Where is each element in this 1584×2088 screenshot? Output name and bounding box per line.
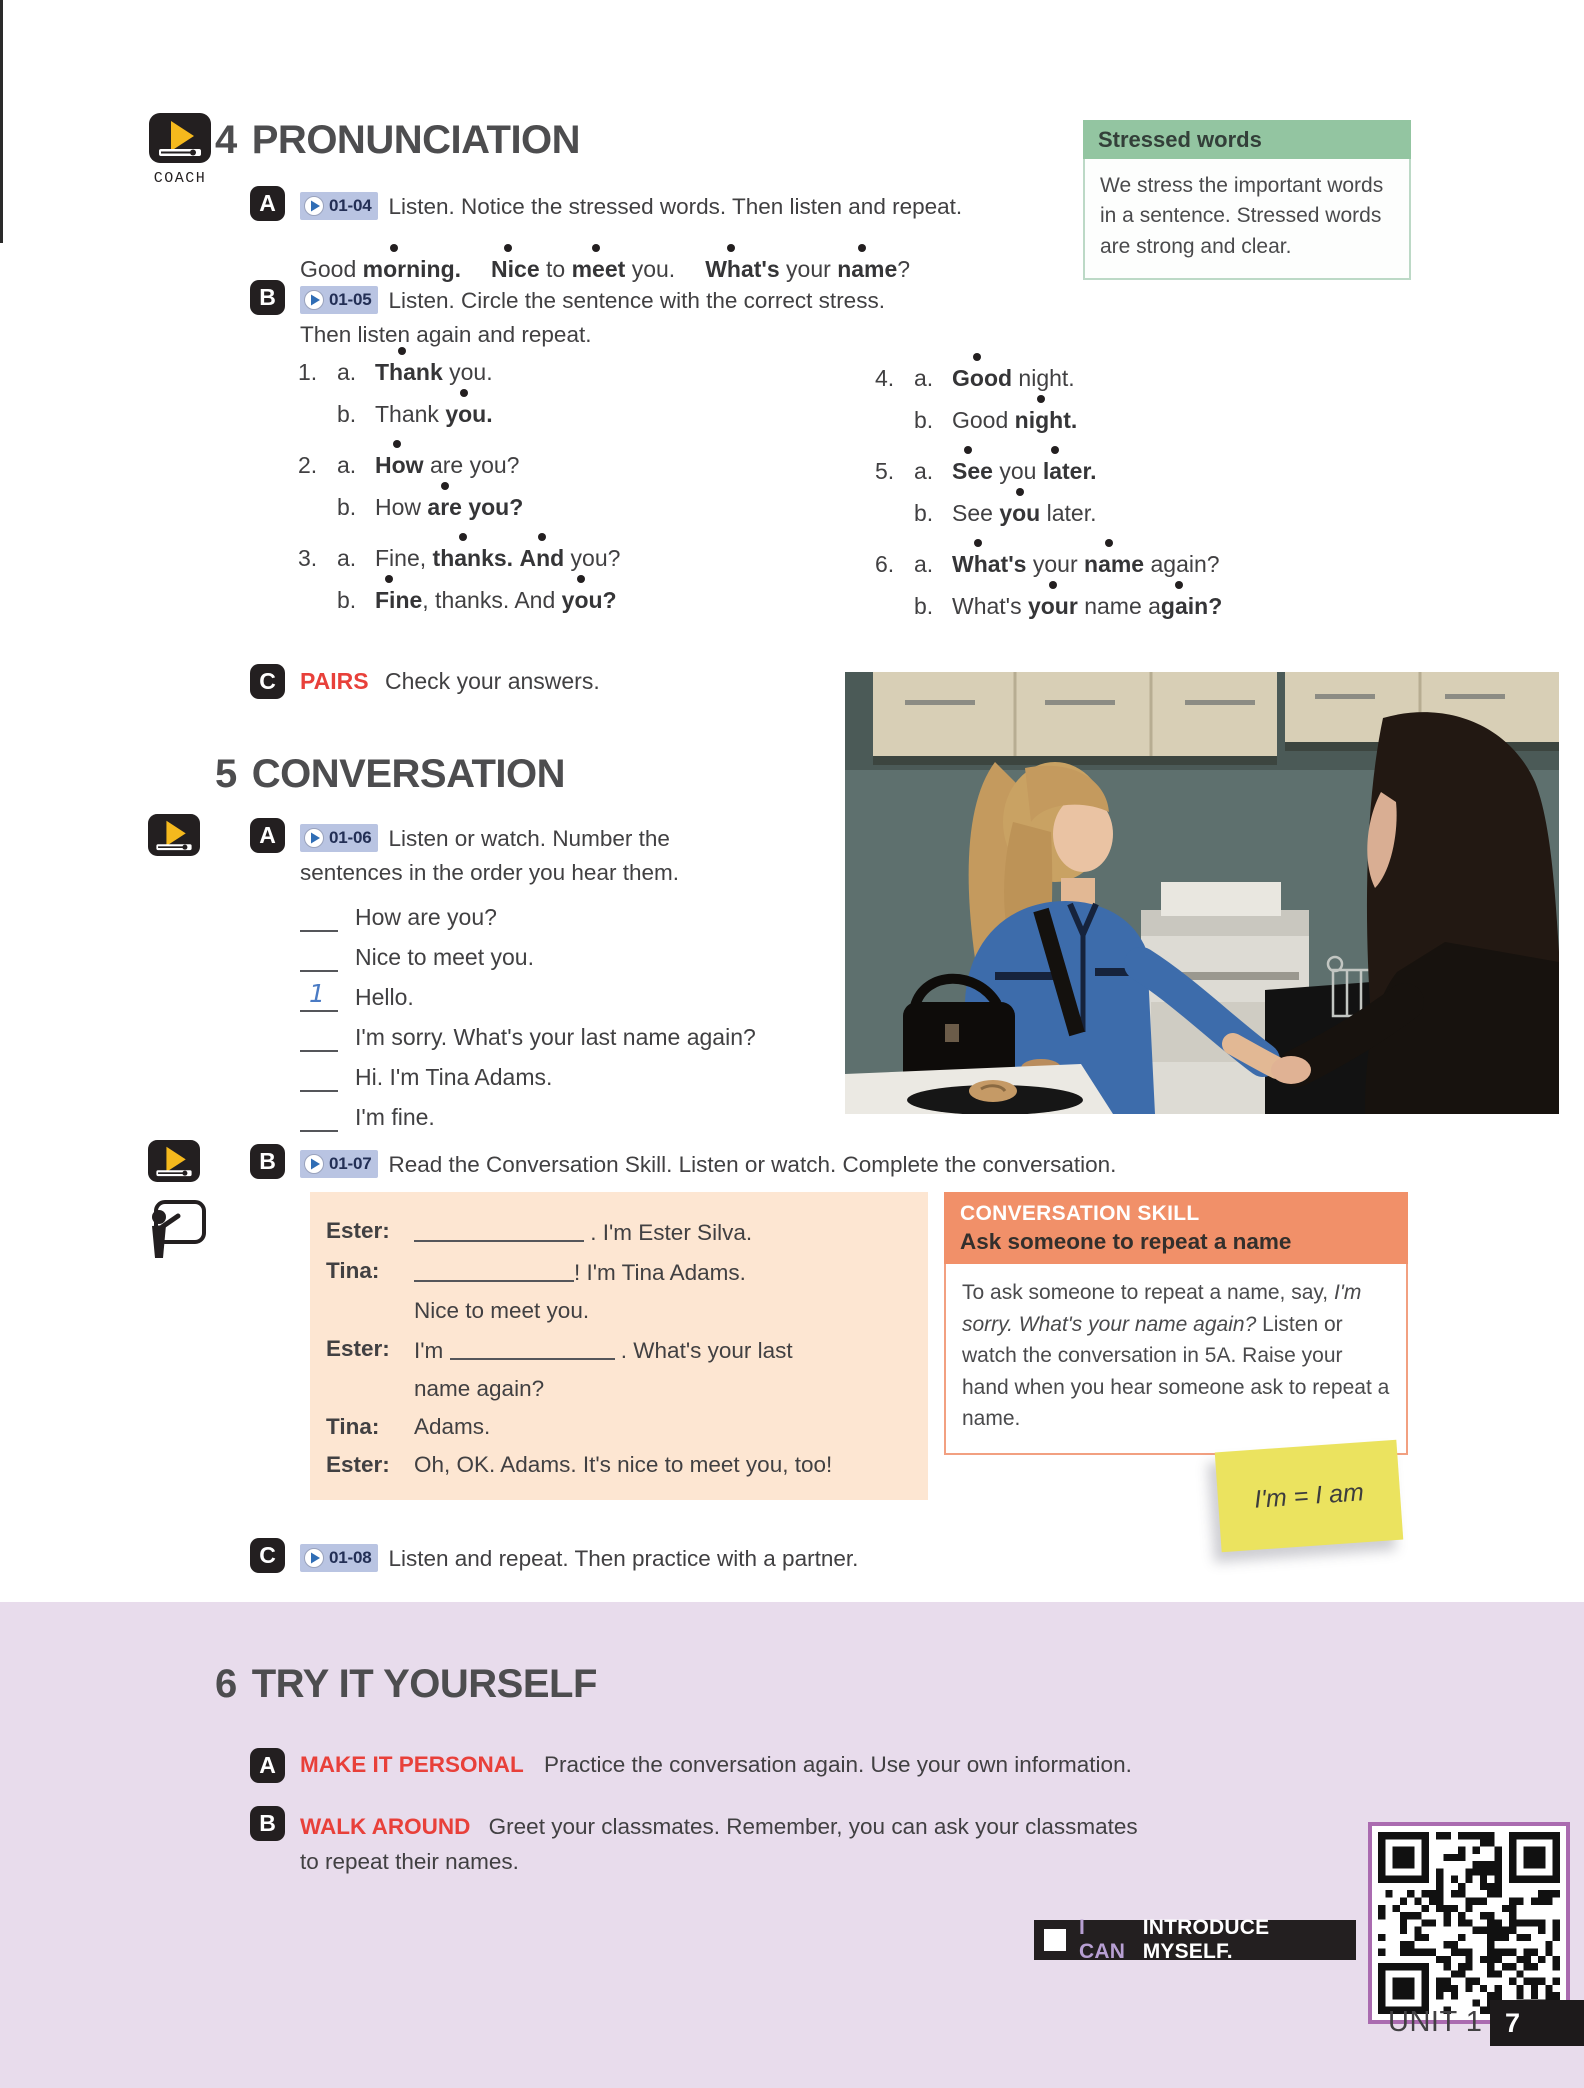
teacher-board-icon bbox=[142, 1200, 206, 1262]
stress-sentence bbox=[375, 452, 519, 479]
photo-handshake bbox=[845, 672, 1559, 1114]
option-label: a. bbox=[337, 545, 357, 571]
stress-token: you. bbox=[625, 255, 676, 282]
stress-token: See bbox=[952, 500, 1000, 526]
conversation-skill-header bbox=[944, 1192, 1408, 1264]
stress-option-b[interactable] bbox=[337, 481, 523, 521]
stress-dot bbox=[1016, 488, 1024, 496]
stress-token: you bbox=[999, 500, 1040, 527]
stress-token: your bbox=[1028, 593, 1078, 620]
stress-token: name a bbox=[1077, 593, 1161, 619]
item-number: 3. bbox=[298, 545, 318, 571]
audio-chip-01-05[interactable] bbox=[300, 286, 378, 314]
dialogue-text bbox=[414, 1336, 793, 1364]
order-sentence: I'm sorry. What's your last name again? bbox=[355, 1023, 756, 1050]
instruction-text: Read the Conversation Skill. Listen or watch. Complete the conversation. bbox=[388, 1152, 1117, 1177]
stress-token: name bbox=[1084, 551, 1144, 578]
exercise-letter-badge: B bbox=[250, 1144, 285, 1179]
exercise-letter-badge: B bbox=[250, 1806, 285, 1841]
section-title: PRONUNCIATION bbox=[251, 118, 581, 162]
dialogue-line bbox=[326, 1414, 908, 1440]
stress-dot bbox=[592, 244, 600, 252]
stress-dot bbox=[1105, 539, 1113, 547]
stress-token: What's bbox=[705, 256, 779, 283]
dialogue-speaker: Tina: bbox=[326, 1414, 380, 1439]
dialogue-text bbox=[414, 1452, 832, 1478]
section-title: TRY IT YOURSELF bbox=[251, 1662, 597, 1706]
stress-token: you. bbox=[442, 359, 493, 385]
stress-sentence bbox=[952, 551, 1220, 578]
exercise-6b-line1 bbox=[300, 1810, 1138, 1845]
stress-token: are bbox=[427, 494, 462, 521]
section-title: CONVERSATION bbox=[251, 752, 566, 796]
item-number: 1. bbox=[298, 359, 318, 385]
audio-chip-01-08[interactable] bbox=[300, 1544, 378, 1572]
number-blank[interactable] bbox=[300, 902, 338, 932]
qr-code[interactable] bbox=[1368, 1822, 1570, 2024]
stress-token: night. bbox=[1012, 365, 1075, 391]
stress-token: Thank bbox=[375, 401, 446, 427]
stress-option-a[interactable] bbox=[914, 352, 1077, 392]
stress-sentence bbox=[952, 365, 1075, 392]
handwritten-answer: 1 bbox=[309, 978, 325, 1008]
stressed-sentence bbox=[300, 256, 461, 282]
pairs-tag: PAIRS bbox=[300, 668, 369, 694]
exercise-letter-badge: A bbox=[250, 186, 285, 221]
video-icon[interactable] bbox=[148, 814, 200, 861]
audio-chip-01-07[interactable] bbox=[300, 1150, 378, 1178]
number-blank[interactable] bbox=[300, 1102, 338, 1132]
section-number: 5 bbox=[215, 752, 237, 796]
section-number: 4 bbox=[215, 118, 237, 162]
walk-around-tag: WALK AROUND bbox=[300, 1814, 471, 1839]
stress-sentence bbox=[375, 545, 620, 572]
stress-option-b[interactable] bbox=[914, 394, 1077, 434]
conversation-skill-title: CONVERSATION SKILL bbox=[960, 1202, 1200, 1225]
page-edge-line bbox=[0, 0, 3, 243]
stress-option-a[interactable] bbox=[914, 538, 1222, 578]
page-number: 7 bbox=[1505, 2007, 1521, 2038]
sticky-note bbox=[1215, 1440, 1404, 1552]
stress-dot bbox=[385, 575, 393, 583]
dialogue-box bbox=[310, 1192, 928, 1500]
i-can-checkbox[interactable] bbox=[1044, 1929, 1066, 1951]
stress-token: Thank bbox=[375, 359, 443, 386]
exercise-5c-instruction bbox=[300, 1542, 858, 1576]
conversation-skill-subtitle: Ask someone to repeat a name bbox=[960, 1229, 1292, 1254]
stress-token: later. bbox=[1043, 458, 1097, 485]
item-number: 2. bbox=[298, 452, 318, 478]
dialogue-fragment: ! I'm Tina Adams. bbox=[574, 1260, 746, 1285]
stress-token: Good bbox=[300, 255, 363, 282]
stress-token: How bbox=[375, 452, 424, 479]
item-number: 5. bbox=[875, 458, 895, 484]
dialogue-text bbox=[414, 1298, 589, 1324]
stress-dot bbox=[441, 482, 449, 490]
dialogue-fragment: I'm bbox=[414, 1338, 450, 1363]
stress-token: you? bbox=[564, 545, 621, 571]
exercise-letter-badge: C bbox=[250, 1538, 285, 1573]
audio-chip-01-04[interactable] bbox=[300, 192, 378, 220]
item-number: 4. bbox=[875, 365, 895, 391]
stress-dot bbox=[858, 244, 866, 252]
stress-token: again? bbox=[1144, 551, 1220, 577]
stress-sentence bbox=[952, 593, 1222, 620]
order-sentence: Hello. bbox=[355, 983, 414, 1010]
audio-track-number: 01-05 bbox=[329, 290, 372, 310]
exercise-4a bbox=[250, 186, 962, 283]
stress-items-right-column bbox=[875, 352, 1222, 631]
stress-dot bbox=[460, 389, 468, 397]
dialogue-speaker bbox=[326, 1376, 414, 1402]
page-number-box bbox=[1490, 2000, 1584, 2046]
dialogue-text bbox=[414, 1258, 746, 1286]
dialogue-line bbox=[326, 1258, 908, 1286]
coach-icon[interactable] bbox=[147, 113, 213, 187]
exercise-6b bbox=[250, 1806, 1138, 1880]
dialogue-line bbox=[326, 1298, 908, 1324]
stress-dot bbox=[964, 446, 972, 454]
stress-token: your bbox=[779, 255, 838, 282]
exercise-4c-text: Check your answers. bbox=[384, 668, 600, 694]
instruction-text-line2: Then listen again and repeat. bbox=[300, 321, 592, 347]
audio-track-number: 01-06 bbox=[329, 828, 372, 848]
stress-token: later. bbox=[1040, 500, 1097, 526]
exercise-5b bbox=[250, 1144, 1116, 1182]
stress-token: How bbox=[375, 494, 428, 520]
section-heading-conversation bbox=[215, 752, 565, 797]
exercise-4a-instruction bbox=[300, 190, 962, 224]
play-icon bbox=[303, 1153, 325, 1175]
coach-label: COACH bbox=[153, 170, 207, 187]
dialogue-text bbox=[414, 1218, 752, 1246]
stress-dot bbox=[1037, 395, 1045, 403]
dialogue-fragment: . What's your last bbox=[614, 1338, 793, 1363]
dialogue-speaker: Ester: bbox=[326, 1218, 390, 1243]
play-icon bbox=[303, 195, 325, 217]
stress-pair-item bbox=[875, 445, 1222, 529]
dialogue-speaker: Ester: bbox=[326, 1336, 390, 1361]
stress-token: you. bbox=[445, 401, 492, 428]
play-icon bbox=[303, 1547, 325, 1569]
i-can-bar bbox=[1034, 1916, 1356, 1963]
sticky-note-text: I'm = I am bbox=[1253, 1477, 1365, 1514]
stress-dot bbox=[459, 533, 467, 541]
video-play-icon bbox=[148, 814, 200, 856]
stress-token: meet bbox=[572, 256, 626, 283]
number-blank[interactable] bbox=[300, 1062, 338, 1092]
skill-text: To ask someone to repeat a name, say, bbox=[962, 1281, 1334, 1304]
order-list-item bbox=[300, 1102, 756, 1132]
exercise-letter-badge: B bbox=[250, 280, 285, 315]
sentence-order-list bbox=[300, 902, 756, 1132]
option-label: a. bbox=[337, 452, 357, 478]
audio-track-number: 01-04 bbox=[329, 196, 372, 216]
stress-sentence bbox=[375, 401, 493, 428]
audio-track-number: 01-07 bbox=[329, 1154, 372, 1174]
option-label: b. bbox=[914, 500, 934, 526]
exercise-4b bbox=[250, 280, 885, 352]
stress-token: night. bbox=[1015, 407, 1078, 434]
instruction-text: Listen. Notice the stressed words. Then listen and repeat. bbox=[388, 194, 963, 219]
dialogue-fragment: . I'm Ester Silva. bbox=[584, 1220, 753, 1245]
stress-pair-item bbox=[875, 352, 1222, 436]
stress-dot bbox=[504, 244, 512, 252]
stress-token: Good bbox=[952, 365, 1012, 392]
stress-pair-item bbox=[298, 439, 620, 523]
fill-in-blank[interactable] bbox=[450, 1336, 615, 1360]
option-label: b. bbox=[337, 587, 357, 613]
audio-chip-01-06[interactable] bbox=[300, 824, 378, 852]
exercise-4b-instruction bbox=[300, 284, 885, 352]
order-sentence: Hi. I'm Tina Adams. bbox=[355, 1063, 553, 1090]
order-sentence: How are you? bbox=[355, 903, 497, 930]
stress-option-a[interactable] bbox=[914, 445, 1097, 485]
stress-dot bbox=[1049, 581, 1057, 589]
order-list-item bbox=[300, 978, 756, 1012]
stress-token: are you? bbox=[423, 452, 520, 478]
order-sentence: I'm fine. bbox=[355, 1103, 435, 1130]
stress-token: your bbox=[1026, 551, 1085, 577]
i-can-label: I CAN bbox=[1079, 1916, 1126, 1963]
photo-illustration bbox=[845, 672, 1559, 1114]
conversation-skill-body bbox=[944, 1264, 1408, 1455]
i-can-statement: INTRODUCE MYSELF. bbox=[1142, 1916, 1270, 1963]
dialogue-speaker: Ester: bbox=[326, 1452, 390, 1477]
stress-sentence bbox=[952, 500, 1096, 527]
stress-option-b[interactable] bbox=[914, 487, 1097, 527]
option-label: b. bbox=[914, 593, 934, 619]
dialogue-fragment: Adams. bbox=[414, 1414, 491, 1439]
order-list-item bbox=[300, 1022, 756, 1052]
stress-sentence bbox=[375, 587, 617, 614]
option-label: a. bbox=[914, 365, 934, 391]
stress-dot bbox=[398, 347, 406, 355]
stress-option-b[interactable] bbox=[337, 388, 493, 428]
exercise-6b-line2: to repeat their names. bbox=[300, 1848, 519, 1874]
dialogue-text bbox=[414, 1414, 490, 1440]
fill-in-blank[interactable] bbox=[414, 1258, 574, 1282]
exercise-4c bbox=[250, 664, 600, 699]
order-list-item bbox=[300, 1062, 756, 1092]
option-label: a. bbox=[914, 458, 934, 484]
option-label: a. bbox=[337, 359, 357, 385]
audio-track-number: 01-08 bbox=[329, 1548, 372, 1568]
stressed-words-box bbox=[1083, 120, 1411, 280]
stress-dot bbox=[974, 539, 982, 547]
instruction-text: Listen or watch. Number the bbox=[388, 826, 670, 851]
order-sentence: Nice to meet you. bbox=[355, 943, 534, 970]
number-blank[interactable] bbox=[300, 942, 338, 972]
option-label: a. bbox=[914, 551, 934, 577]
number-blank[interactable] bbox=[300, 978, 338, 1012]
stress-option-a[interactable] bbox=[337, 532, 620, 572]
stress-sentence bbox=[375, 359, 493, 386]
exercise-6a-text: Practice the conversation again. Use your own information. bbox=[544, 1752, 1132, 1777]
dialogue-speaker bbox=[326, 1298, 414, 1324]
stressed-sentences bbox=[300, 244, 962, 283]
stressed-sentence bbox=[491, 256, 675, 282]
fill-in-blank[interactable] bbox=[414, 1218, 584, 1242]
stressed-words-box-body: We stress the important words in a sentence. Stressed words are strong and clear. bbox=[1083, 159, 1411, 280]
stress-dot bbox=[973, 353, 981, 361]
video-coach-icon bbox=[149, 113, 211, 163]
item-number: 6. bbox=[875, 551, 895, 577]
dialogue-fragment: name again? bbox=[414, 1376, 545, 1401]
exercise-5a-instruction bbox=[300, 822, 756, 890]
stress-token: And bbox=[519, 545, 564, 572]
stress-items-left-column bbox=[298, 346, 620, 625]
stress-token: thanks. bbox=[433, 545, 514, 572]
play-icon bbox=[303, 289, 325, 311]
dialogue-line bbox=[326, 1376, 908, 1402]
stressed-sentence bbox=[705, 256, 910, 282]
stress-sentence bbox=[952, 407, 1077, 434]
section-heading-try-it-yourself bbox=[215, 1662, 597, 1707]
stress-token: name bbox=[837, 256, 897, 283]
stressed-words-box-title: Stressed words bbox=[1083, 120, 1411, 159]
stress-token: gain? bbox=[1161, 593, 1222, 620]
instruction-text: Listen. Circle the sentence with the correct stress. bbox=[388, 288, 885, 313]
order-list-item bbox=[300, 902, 756, 932]
stress-dot bbox=[727, 244, 735, 252]
stress-token: ? bbox=[897, 255, 911, 282]
stress-option-b[interactable] bbox=[337, 574, 620, 614]
dialogue-text bbox=[414, 1376, 544, 1402]
stress-token: , thanks. And bbox=[422, 587, 562, 613]
stress-sentence bbox=[952, 458, 1097, 485]
stress-token: morning. bbox=[363, 256, 461, 283]
option-label: b. bbox=[337, 401, 357, 427]
option-label: b. bbox=[914, 407, 934, 433]
stress-dot bbox=[1051, 446, 1059, 454]
qr-code-image bbox=[1378, 1832, 1560, 2014]
exercise-5a bbox=[250, 818, 756, 1142]
section-heading-pronunciation bbox=[215, 118, 580, 163]
stress-token: See bbox=[952, 458, 993, 485]
dialogue-fragment: Oh, OK. Adams. It's nice to meet you, too! bbox=[414, 1452, 833, 1477]
exercise-letter-badge: A bbox=[250, 818, 285, 853]
exercise-6b-text: Greet your classmates. Remember, you can ask your classmates bbox=[488, 1814, 1138, 1839]
stress-token: Fine bbox=[375, 587, 422, 614]
example-phrase: I'm sorry. What's your name again? bbox=[962, 1281, 1362, 1336]
stress-pair-item bbox=[298, 346, 620, 430]
stress-token: Good bbox=[952, 407, 1015, 433]
exercise-5b-instruction bbox=[300, 1148, 1116, 1182]
stress-pair-item bbox=[298, 532, 620, 616]
instruction-text-line2: sentences in the order you hear them. bbox=[300, 859, 679, 885]
stress-token: What's bbox=[952, 593, 1028, 619]
skill-text: Listen or watch the conversation in 5A. Raise your hand when you hear someone ask to repeat a name. bbox=[962, 1312, 1390, 1430]
section-number: 6 bbox=[215, 1662, 237, 1706]
exercise-6a bbox=[250, 1748, 1132, 1783]
dialogue-line bbox=[326, 1218, 908, 1246]
stress-pair-item bbox=[875, 538, 1222, 622]
stress-token: you? bbox=[468, 494, 524, 520]
stress-dot bbox=[393, 440, 401, 448]
stress-dot bbox=[390, 244, 398, 252]
video-play-icon bbox=[148, 1140, 200, 1182]
dialogue-fragment: Nice to meet you. bbox=[414, 1298, 590, 1323]
stress-dot bbox=[538, 533, 546, 541]
stress-dot bbox=[577, 575, 585, 583]
whiteboard-icon bbox=[142, 1200, 206, 1267]
stress-sentence bbox=[375, 494, 523, 521]
play-icon bbox=[303, 827, 325, 849]
exercise-5c bbox=[250, 1538, 858, 1576]
dialogue-speaker: Tina: bbox=[326, 1258, 380, 1283]
video-icon[interactable] bbox=[148, 1140, 200, 1187]
instruction-text: Listen and repeat. Then practice with a partner. bbox=[388, 1546, 859, 1571]
option-label: b. bbox=[337, 494, 357, 520]
exercise-letter-badge: C bbox=[250, 664, 285, 699]
stress-option-b[interactable] bbox=[914, 580, 1222, 620]
stress-token: you bbox=[992, 458, 1043, 484]
unit-label: UNIT 1 bbox=[1388, 2006, 1483, 2038]
stress-option-a[interactable] bbox=[337, 439, 523, 479]
stress-token: you? bbox=[562, 587, 617, 614]
stress-dot bbox=[1175, 581, 1183, 589]
stress-token: What's bbox=[952, 551, 1026, 578]
dialogue-line bbox=[326, 1452, 908, 1478]
exercise-letter-badge: A bbox=[250, 1748, 285, 1783]
conversation-skill-box bbox=[944, 1192, 1408, 1455]
stress-token: Fine, bbox=[375, 545, 433, 571]
dialogue-line bbox=[326, 1336, 908, 1364]
stress-token: Nice bbox=[491, 256, 540, 283]
make-it-personal-tag: MAKE IT PERSONAL bbox=[300, 1752, 524, 1777]
number-blank[interactable] bbox=[300, 1022, 338, 1052]
stress-option-a[interactable] bbox=[337, 346, 493, 386]
order-list-item bbox=[300, 942, 756, 972]
stress-token: to bbox=[539, 255, 572, 282]
